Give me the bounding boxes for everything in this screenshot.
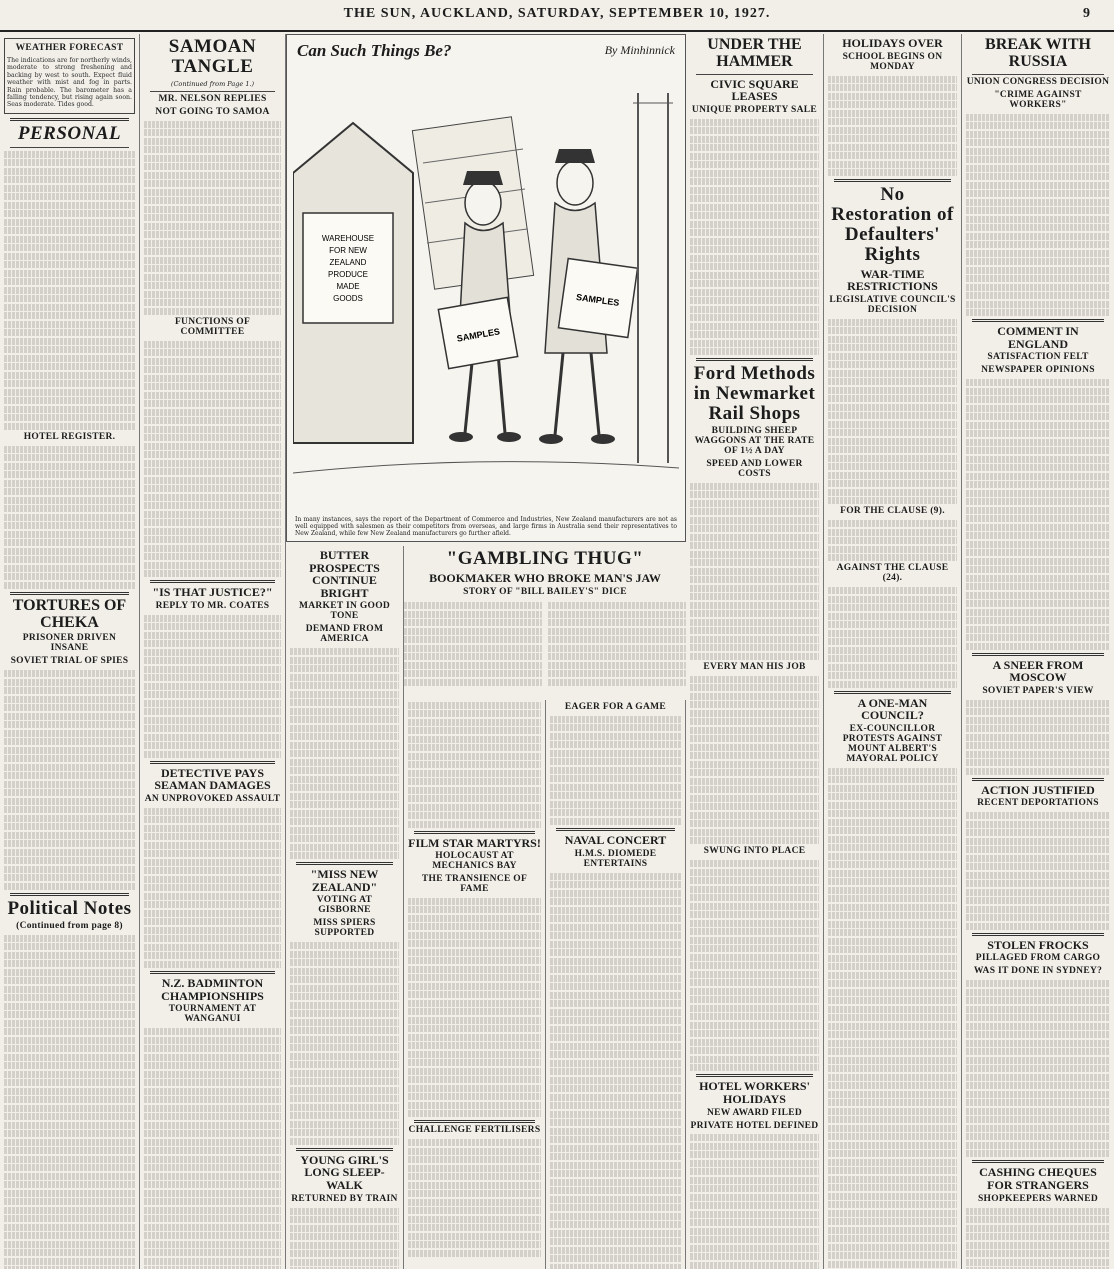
badminton-subhead: TOURNAMENT AT WANGANUI <box>168 1004 257 1025</box>
gambling-headline: "GAMBLING THUG" <box>446 548 644 569</box>
divider <box>150 761 275 764</box>
cheques-headline: CASHING CHEQUES FOR STRANGERS <box>979 1165 1097 1192</box>
hammer-subhead: CIVIC SQUARE LEASES <box>710 76 799 104</box>
article-text <box>144 615 281 758</box>
russia-headline: BREAK WITH RUSSIA <box>985 36 1091 70</box>
divider <box>10 118 129 121</box>
article-text <box>144 808 281 968</box>
article-text <box>144 1028 281 1269</box>
article-text <box>144 341 281 578</box>
samoa-subhead-2: NOT GOING TO SAMOA <box>155 106 270 117</box>
divider <box>10 592 129 595</box>
warehouse-sign-text: WAREHOUSE FOR NEW ZEALAND PRODUCE MADE GOODS <box>321 234 375 303</box>
justice-headline: "IS THAT JUSTICE?" <box>152 585 273 600</box>
film-subhead: HOLOCAUST AT MECHANICS BAY <box>432 851 517 872</box>
article-text <box>408 898 541 1118</box>
samoa-subhead: MR. NELSON REPLIES <box>158 93 267 104</box>
article-text <box>690 860 819 1071</box>
article-text <box>966 980 1110 1157</box>
masthead-title: THE SUN, AUCKLAND, SATURDAY, SEPTEMBER 10, 1927. <box>343 6 771 21</box>
page-number: 9 <box>1083 6 1090 21</box>
column-butter <box>286 546 404 1269</box>
sleepwalk-headline: YOUNG GIRL'S LONG SLEEP-WALK <box>300 1152 389 1192</box>
column-russia <box>962 34 1114 1269</box>
gambling-subhead-2: STORY OF "BILL BAILEY'S" DICE <box>463 586 627 597</box>
column-naval <box>546 700 686 1269</box>
miss-nz-subhead: VOTING AT GISBORNE <box>316 895 373 916</box>
article-text <box>404 601 542 688</box>
cartoon-title: Can Such Things Be? <box>297 41 452 60</box>
defaulters-subhead-2: LEGISLATIVE COUNCIL'S DECISION <box>829 294 956 315</box>
samoan-tangle-headline: SAMOAN TANGLE <box>168 36 257 77</box>
divider <box>150 91 275 92</box>
functions-subhead: FUNCTIONS OF COMMITTEE <box>174 316 251 337</box>
divider <box>556 828 675 831</box>
tortures-subhead: PRISONER DRIVEN INSANE <box>22 633 117 654</box>
detective-headline: DETECTIVE PAYS SEAMAN DAMAGES <box>154 765 271 793</box>
fertilisers-headline: CHALLENGE FERTILISERS <box>408 1125 541 1136</box>
article-text <box>966 1208 1110 1269</box>
film-subhead-2: THE TRANSIENCE OF FAME <box>421 874 528 894</box>
divider <box>414 1120 535 1123</box>
russia-subhead-2: "CRIME AGAINST WORKERS" <box>994 89 1082 110</box>
ford-subhead-2: SPEED AND LOWER COSTS <box>706 458 803 479</box>
weather-header: WEATHER FORECAST <box>15 43 124 53</box>
cartoon-caption: In many instances, says the report of the Department of Commerce and Industries, New Zealand manufacturers are not as well equipped with salesmen as their competitors from overseas, and large firms in Australia send their representatives to New Zealand, while few New Zealand manufacturers go further afield. <box>295 516 677 537</box>
russia-subhead: UNION CONGRESS DECISION <box>966 76 1110 87</box>
article-text <box>690 1134 819 1269</box>
sneer-headline: A SNEER FROM MOSCOW <box>992 657 1084 685</box>
weather-text: The indications are for northerly winds, moderate to strong freshening and backing by west to south. Expect fluid weather with mist and fog in parts. Rain probable. The barometer has a falling tendency, but rising again soon. Seas moderate. Tides good. <box>7 56 132 109</box>
defaulters-subhead: WAR-TIME RESTRICTIONS <box>847 266 938 294</box>
butter-subhead: MARKET IN GOOD TONE <box>298 601 391 622</box>
divider <box>296 862 393 865</box>
divider <box>834 179 951 182</box>
miss-nz-subhead-2: MISS SPIERS SUPPORTED <box>313 918 376 939</box>
cartoon-illustration <box>293 63 679 493</box>
cartoon-byline: By Minhinnick <box>604 43 675 57</box>
divider <box>972 778 1104 781</box>
film-headline: FILM STAR MARTYRS! <box>408 835 541 850</box>
swung-subhead: SWUNG INTO PLACE <box>703 846 806 857</box>
article-text <box>408 1139 541 1257</box>
article-text <box>828 76 957 177</box>
divider <box>150 580 275 583</box>
comment-subhead: SATISFACTION FELT <box>987 352 1089 363</box>
column-personal <box>0 34 140 1269</box>
frocks-subhead: PILLAGED FROM CARGO <box>975 953 1101 964</box>
detective-subhead: AN UNPROVOKED ASSAULT <box>144 794 281 804</box>
article-text <box>966 114 1110 317</box>
article-text <box>548 601 686 688</box>
column-hammer <box>686 34 824 1269</box>
article-text <box>550 873 681 1269</box>
article-text <box>690 676 819 845</box>
tortures-subhead-2: SOVIET TRIAL OF SPIES <box>10 656 129 667</box>
naval-headline: NAVAL CONCERT <box>564 832 667 847</box>
sneer-subhead: SOVIET PAPER'S VIEW <box>982 685 1094 696</box>
every-man-subhead: EVERY MAN HIS JOB <box>703 661 806 672</box>
hotel-workers-headline: HOTEL WORKERS' HOLIDAYS <box>699 1079 810 1106</box>
column-defaulters <box>824 34 962 1269</box>
action-subhead: RECENT DEPORTATIONS <box>977 798 1099 809</box>
holidays-headline: HOLIDAYS OVER <box>842 36 943 50</box>
article-text <box>828 520 957 561</box>
divider <box>972 1160 1104 1163</box>
article-text <box>966 812 1110 930</box>
article-text <box>828 587 957 688</box>
article-text <box>290 942 399 1145</box>
divider <box>150 971 275 974</box>
one-man-subhead: EX-COUNCILLOR PROTESTS AGAINST MOUNT ALBERT'S MAYORAL POLICY <box>842 724 943 764</box>
hotel-register-header: HOTEL REGISTER. <box>23 431 116 442</box>
naval-subhead: H.M.S. DIOMEDE ENTERTAINS <box>574 848 657 869</box>
column-samoa <box>140 34 286 1269</box>
divider <box>834 691 951 694</box>
article-text <box>550 716 681 825</box>
tortures-headline: TORTURES OF CHEKA <box>12 596 127 631</box>
butter-headline: BUTTER PROSPECTS CONTINUE BRIGHT <box>309 548 380 600</box>
article-text <box>828 319 957 505</box>
article-text <box>290 648 399 859</box>
article-text <box>966 700 1110 775</box>
action-headline: ACTION JUSTIFIED <box>981 782 1095 797</box>
divider <box>972 653 1104 656</box>
article-text <box>4 446 135 589</box>
personal-header: PERSONAL <box>17 122 122 144</box>
article-text <box>144 121 281 315</box>
ford-subhead: BUILDING SHEEP WAGGONS AT THE RATE OF 1½ A DAY <box>694 426 815 456</box>
divider <box>972 319 1104 322</box>
divider <box>10 147 129 148</box>
divider <box>696 1074 813 1077</box>
frocks-subhead-2: WAS IT DONE IN SYDNEY? <box>973 966 1103 977</box>
gambling-story <box>404 546 686 696</box>
hammer-headline: UNDER THE HAMMER <box>707 36 802 70</box>
hotel-workers-subhead-2: PRIVATE HOTEL DEFINED <box>690 1120 819 1131</box>
divider <box>414 831 535 834</box>
masthead <box>0 0 1114 32</box>
justice-subhead: REPLY TO MR. COATES <box>155 600 270 611</box>
holidays-subhead: SCHOOL BEGINS ON MONDAY <box>842 51 943 72</box>
gambling-subhead: BOOKMAKER WHO BROKE MAN'S JAW <box>429 570 661 585</box>
sample-bag-label-2: SAMPLES <box>575 292 620 308</box>
sleepwalk-subhead: RETURNED BY TRAIN <box>291 1193 398 1204</box>
cartoon <box>286 34 686 542</box>
divider <box>296 1148 393 1151</box>
hotel-workers-subhead: NEW AWARD FILED <box>706 1107 803 1118</box>
divider <box>972 933 1104 936</box>
hammer-subhead-2: UNIQUE PROPERTY SALE <box>691 104 818 115</box>
column-film <box>404 700 546 1269</box>
political-notes-headline: Political Notes <box>7 897 132 919</box>
article-text <box>4 670 135 890</box>
butter-subhead-2: DEMAND FROM AMERICA <box>305 624 384 645</box>
samoa-continued: (Continued from Page 1.) <box>170 79 255 88</box>
one-man-headline: A ONE-MAN COUNCIL? <box>857 695 928 723</box>
divider <box>972 74 1104 75</box>
miss-nz-headline: "MISS NEW ZEALAND" <box>310 867 379 894</box>
frocks-headline: STOLEN FROCKS <box>987 937 1089 952</box>
article-text <box>690 483 819 660</box>
for-clause-header: FOR THE CLAUSE (9). <box>840 506 945 517</box>
eager-subhead: EAGER FOR A GAME <box>564 702 667 712</box>
divider <box>696 74 813 75</box>
badminton-headline: N.Z. BADMINTON CHAMPIONSHIPS <box>161 975 264 1003</box>
article-text <box>828 768 957 1269</box>
cheques-subhead: SHOPKEEPERS WARNED <box>977 1193 1099 1204</box>
article-text <box>4 151 135 430</box>
article-text <box>966 379 1110 650</box>
article-text <box>290 1208 399 1269</box>
article-text <box>4 935 135 1269</box>
comment-headline: COMMENT IN ENGLAND <box>997 324 1079 351</box>
comment-subhead-2: NEWSPAPER OPINIONS <box>981 365 1095 376</box>
article-text <box>408 702 541 828</box>
sample-bag-label: SAMPLES <box>456 326 501 344</box>
ford-headline: Ford Methods in Newmarket Rail Shops <box>693 363 816 425</box>
political-notes-sub: (Continued from page 8) <box>16 920 123 931</box>
article-text <box>690 119 819 356</box>
divider <box>696 358 813 361</box>
defaulters-headline: No Restoration of Defaulters' Rights <box>831 184 954 265</box>
divider <box>10 893 129 896</box>
weather-box <box>4 38 135 114</box>
against-clause-header: AGAINST THE CLAUSE (24). <box>836 563 949 584</box>
